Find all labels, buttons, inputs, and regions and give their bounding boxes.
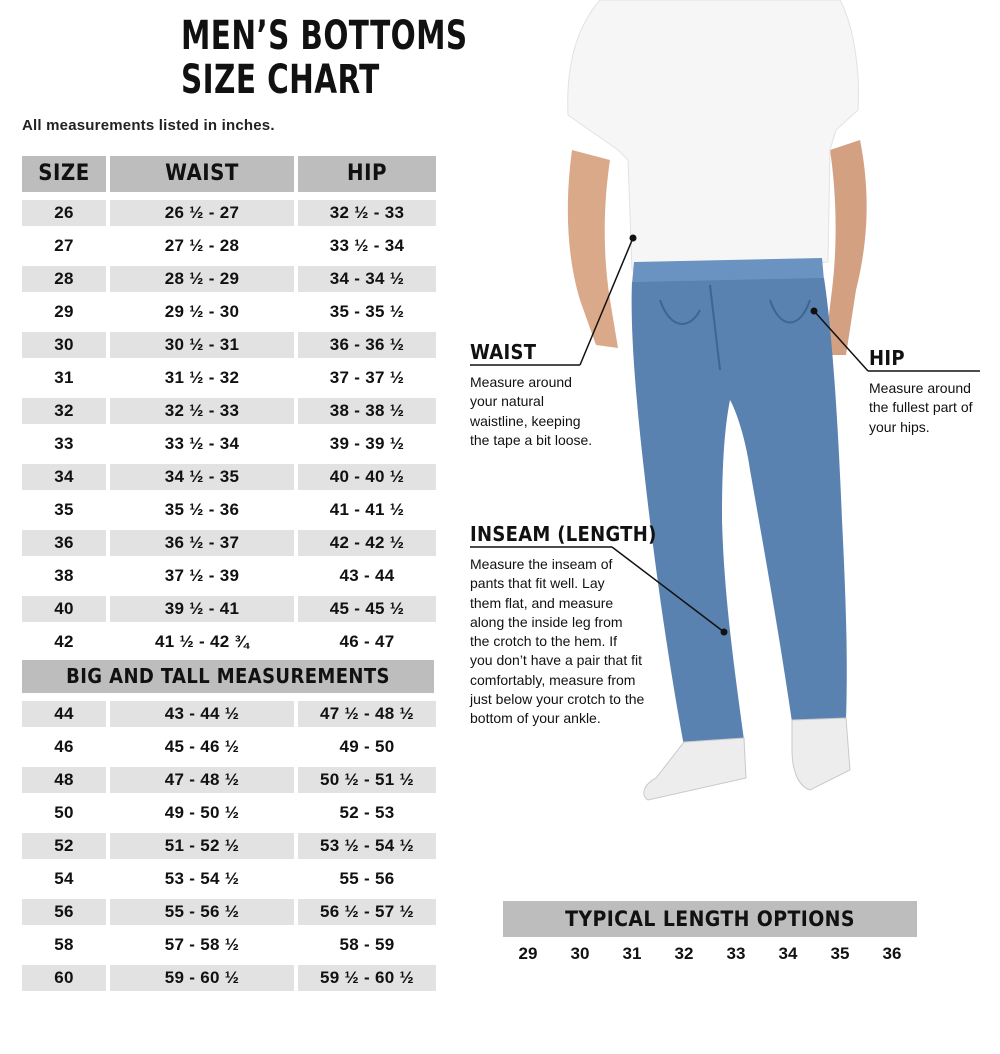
hip-cell: 34 - 34 ½ (298, 266, 436, 292)
size-cell: 26 (22, 200, 106, 226)
size-cell: 48 (22, 767, 106, 793)
hip-cell: 50 ½ - 51 ½ (298, 767, 436, 793)
header-waist: WAIST (110, 156, 294, 192)
waist-cell: 55 - 56 ½ (110, 899, 294, 925)
length-option: 32 (674, 944, 694, 963)
waist-cell: 35 ½ - 36 (164, 500, 240, 519)
size-cell: 27 (54, 236, 74, 255)
waist-cell: 49 - 50 ½ (164, 803, 240, 822)
length-option: 31 (622, 944, 642, 963)
hip-cell: 35 - 35 ½ (329, 302, 405, 321)
hip-callout-label: HIP (869, 346, 905, 370)
hip-cell: 33 ½ - 34 (329, 236, 405, 255)
header-hip: HIP (298, 156, 436, 192)
header-size: SIZE (22, 156, 106, 192)
hip-cell: 55 - 56 (339, 869, 395, 888)
hip-cell: 38 - 38 ½ (298, 398, 436, 424)
size-cell: 60 (22, 965, 106, 991)
waist-cell: 29 ½ - 30 (164, 302, 240, 321)
size-cell: 50 (54, 803, 74, 822)
waist-cell: 43 - 44 ½ (110, 701, 294, 727)
waist-cell: 57 - 58 ½ (164, 935, 240, 954)
size-cell: 54 (54, 869, 74, 888)
hip-cell: 40 - 40 ½ (298, 464, 436, 490)
hip-cell: 46 - 47 (339, 632, 395, 651)
waist-cell: 26 ½ - 27 (110, 200, 294, 226)
length-options-heading: TYPICAL LENGTH OPTIONS (503, 901, 917, 937)
size-cell: 46 (54, 737, 74, 756)
waist-cell: 45 - 46 ½ (164, 737, 240, 756)
hip-cell: 52 - 53 (339, 803, 395, 822)
inseam-callout-text: Measure the inseam of pants that fit well. Lay them flat, and measure along the inside leg from the crotch to the hem. If you don’t have a pair that fit comfortably, measure from just below your crotch to the bottom of your ankle. (470, 556, 645, 727)
hip-cell: 56 ½ - 57 ½ (298, 899, 436, 925)
waist-cell: 36 ½ - 37 (110, 530, 294, 556)
waist-cell: 39 ½ - 41 (110, 596, 294, 622)
waist-cell: 51 - 52 ½ (110, 833, 294, 859)
length-option: 34 (778, 944, 798, 963)
size-cell: 30 (22, 332, 106, 358)
size-cell: 40 (22, 596, 106, 622)
hip-cell: 58 - 59 (339, 935, 395, 954)
hip-cell: 53 ½ - 54 ½ (298, 833, 436, 859)
waist-cell: 28 ½ - 29 (110, 266, 294, 292)
length-option: 30 (570, 944, 590, 963)
size-cell: 28 (22, 266, 106, 292)
waist-cell: 27 ½ - 28 (164, 236, 240, 255)
waist-cell: 37 ½ - 39 (164, 566, 240, 585)
hip-cell: 32 ½ - 33 (298, 200, 436, 226)
size-cell: 36 (22, 530, 106, 556)
hip-cell: 49 - 50 (339, 737, 395, 756)
hip-cell: 45 - 45 ½ (298, 596, 436, 622)
hip-cell: 37 - 37 ½ (329, 368, 405, 387)
waist-cell: 33 ½ - 34 (164, 434, 240, 453)
hip-cell: 42 - 42 ½ (298, 530, 436, 556)
waist-cell: 53 - 54 ½ (164, 869, 240, 888)
size-cell: 31 (54, 368, 74, 387)
length-option: 33 (726, 944, 746, 963)
hip-callout-text: Measure around the fullest part of your hips. (869, 380, 973, 435)
waist-cell: 59 - 60 ½ (110, 965, 294, 991)
hip-cell: 36 - 36 ½ (298, 332, 436, 358)
title-line-2: SIZE CHART (181, 57, 380, 103)
waist-cell: 47 - 48 ½ (110, 767, 294, 793)
hip-cell: 39 - 39 ½ (329, 434, 405, 453)
waist-cell: 34 ½ - 35 (110, 464, 294, 490)
hip-cell: 43 - 44 (339, 566, 395, 585)
waist-cell: 32 ½ - 33 (110, 398, 294, 424)
hip-cell: 47 ½ - 48 ½ (298, 701, 436, 727)
size-cell: 34 (22, 464, 106, 490)
length-options-list (503, 944, 917, 968)
size-cell: 44 (22, 701, 106, 727)
hip-cell: 59 ½ - 60 ½ (298, 965, 436, 991)
size-cell: 33 (54, 434, 74, 453)
size-cell: 29 (54, 302, 74, 321)
waist-cell: 31 ½ - 32 (164, 368, 240, 387)
size-cell: 58 (54, 935, 74, 954)
waist-cell: 30 ½ - 31 (110, 332, 294, 358)
size-cell: 52 (22, 833, 106, 859)
length-option: 36 (882, 944, 902, 963)
size-cell: 42 (54, 632, 74, 651)
units-note: All measurements listed in inches. (22, 117, 275, 134)
title-line-1: MEN’S BOTTOMS (181, 13, 468, 59)
length-option: 35 (830, 944, 850, 963)
size-cell: 56 (22, 899, 106, 925)
big-tall-heading: BIG AND TALL MEASUREMENTS (22, 660, 434, 693)
hip-cell: 41 - 41 ½ (329, 500, 405, 519)
size-cell: 38 (54, 566, 74, 585)
length-option: 29 (518, 944, 538, 963)
waist-cell: 41 ½ - 42 ¾ (154, 632, 250, 651)
inseam-callout-label: INSEAM (LENGTH) (470, 522, 657, 546)
size-cell: 32 (22, 398, 106, 424)
waist-callout-label: WAIST (470, 340, 537, 364)
size-cell: 35 (54, 500, 74, 519)
waist-callout-text: Measure around your natural waistline, keeping the tape a bit loose. (470, 374, 593, 448)
